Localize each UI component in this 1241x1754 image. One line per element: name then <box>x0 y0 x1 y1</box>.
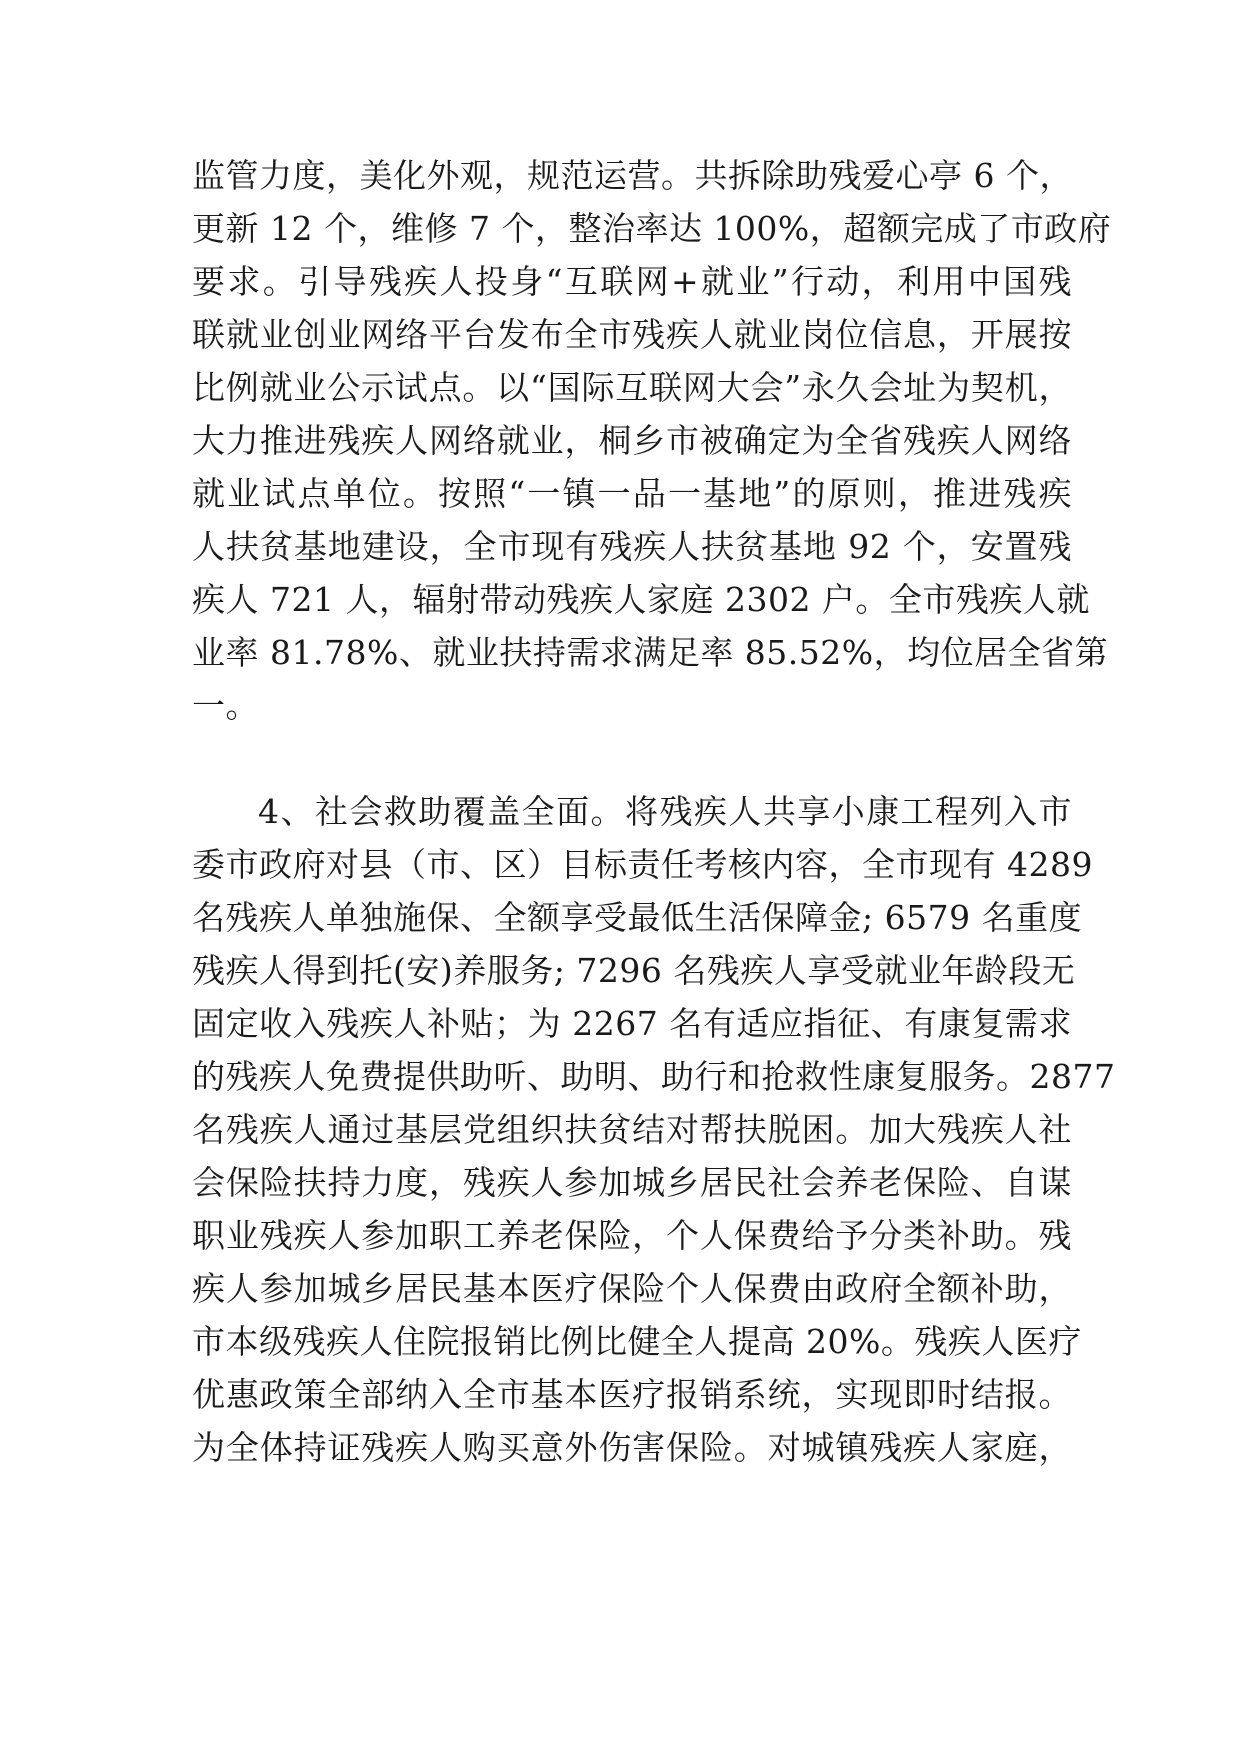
text-line: 一。 <box>192 686 259 725</box>
text-line: 就业试点单位。按照“一镇一品一基地”的原则，推进残疾 <box>192 474 1072 513</box>
text-line: 4、社会救助覆盖全面。将残疾人共享小康工程列入市 <box>258 792 1072 831</box>
text-line: 优惠政策全部纳入全市基本医疗报销系统，实现即时结报。 <box>192 1375 1072 1414</box>
text-line: 大力推进残疾人网络就业，桐乡市被确定为全省残疾人网络 <box>192 421 1072 460</box>
text-line: 更新 12 个，维修 7 个，整治率达 100%，超额完成了市政府 <box>192 209 1112 248</box>
text-line: 疾人 721 人，辐射带动残疾人家庭 2302 户。全市残疾人就 <box>192 580 1090 619</box>
text-line: 委市政府对县（市、区）目标责任考核内容，全市现有 4289 <box>192 845 1093 884</box>
text-line: 市本级残疾人住院报销比例比健全人提高 20%。残疾人医疗 <box>192 1322 1082 1361</box>
text-line: 联就业创业网络平台发布全市残疾人就业岗位信息，开展按 <box>192 315 1072 354</box>
text-line: 名残疾人单独施保、全额享受最低生活保障金; 6579 名重度 <box>192 898 1083 937</box>
text-line: 会保险扶持力度，残疾人参加城乡居民社会养老保险、自谋 <box>192 1163 1072 1202</box>
text-line: 比例就业公示试点。以“国际互联网大会”永久会址为契机， <box>192 368 1072 407</box>
text-line: 固定收入残疾人补贴；为 2267 名有适应指征、有康复需求 <box>192 1004 1072 1043</box>
text-line: 的残疾人免费提供助听、助明、助行和抢救性康复服务。2877 <box>192 1057 1116 1096</box>
text-line: 职业残疾人参加职工养老保险，个人保费给予分类补助。残 <box>192 1216 1072 1255</box>
text-line: 监管力度，美化外观，规范运营。共拆除助残爱心亭 6 个， <box>192 156 1073 195</box>
text-line: 为全体持证残疾人购买意外伤害保险。对城镇残疾人家庭， <box>192 1428 1072 1467</box>
text-line: 疾人参加城乡居民基本医疗保险个人保费由政府全额补助， <box>192 1269 1072 1308</box>
text-line: 名残疾人通过基层党组织扶贫结对帮扶脱困。加大残疾人社 <box>192 1110 1072 1149</box>
text-line: 残疾人得到托(安)养服务; 7296 名残疾人享受就业年龄段无 <box>192 951 1076 990</box>
text-line: 业率 81.78%、就业扶持需求满足率 85.52%，均位居全省第 <box>192 633 1109 672</box>
text-line: 人扶贫基地建设，全市现有残疾人扶贫基地 92 个，安置残 <box>192 527 1072 566</box>
text-line: 要求。引导残疾人投身“互联网+就业”行动，利用中国残 <box>192 262 1072 301</box>
